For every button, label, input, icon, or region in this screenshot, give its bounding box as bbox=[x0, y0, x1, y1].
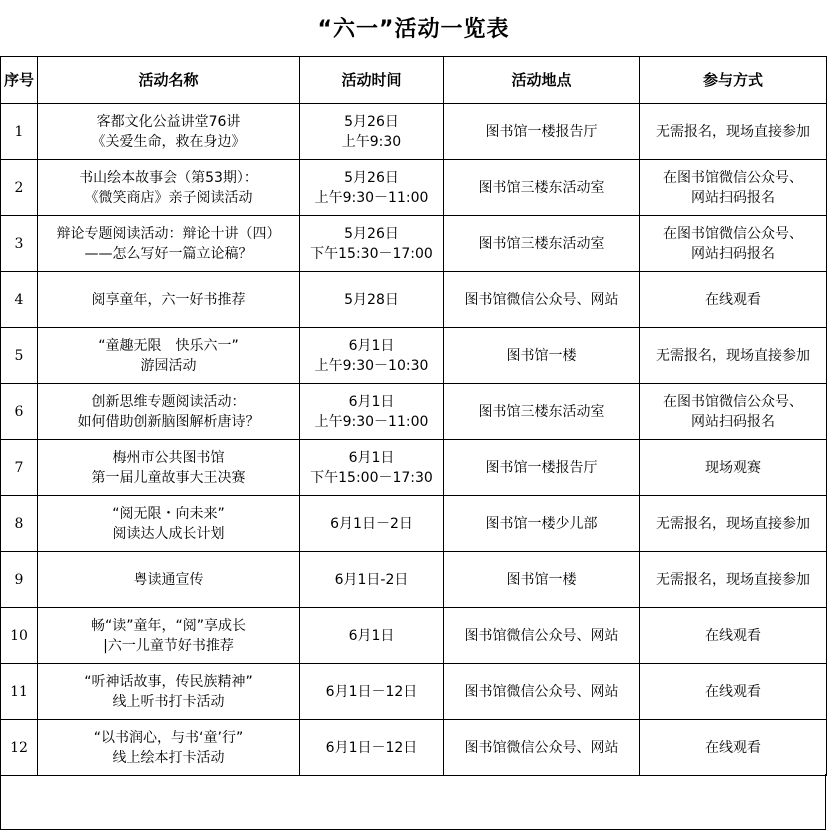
cell-place-line: 图书馆三楼东活动室 bbox=[478, 179, 605, 196]
cell-time bbox=[300, 720, 444, 776]
cell-name-line: 第一届儿童故事大王决赛 bbox=[91, 469, 246, 486]
cell-time-line: 6月1日 bbox=[348, 449, 395, 466]
cell-name bbox=[38, 328, 300, 384]
cell-time-line: 上午9:30－11:00 bbox=[314, 189, 429, 206]
cell-method-line: 现场观赛 bbox=[705, 459, 761, 476]
cell-time-line: 下午15:00－17:30 bbox=[310, 469, 433, 486]
cell-method bbox=[640, 216, 827, 272]
cell-name-line: 《微笑商店》亲子阅读活动 bbox=[84, 189, 253, 206]
table-row bbox=[1, 440, 827, 496]
table-row bbox=[1, 272, 827, 328]
cell-time-line: 6月1日－2日 bbox=[330, 515, 413, 532]
cell-name-line: “阅无限・向未来” bbox=[112, 505, 225, 522]
cell-seq: 9 bbox=[1, 552, 38, 608]
table-row bbox=[1, 104, 827, 160]
cell-time-line: 上午9:30 bbox=[341, 133, 402, 150]
cell-seq: 3 bbox=[1, 216, 38, 272]
table-row bbox=[1, 160, 827, 216]
cell-method-line: 无需报名，现场直接参加 bbox=[656, 571, 810, 588]
table-row bbox=[1, 552, 827, 608]
cell-method-line: 在图书馆微信公众号、 bbox=[663, 225, 803, 242]
cell-seq: 11 bbox=[1, 664, 38, 720]
cell-seq: 5 bbox=[1, 328, 38, 384]
cell-method bbox=[640, 720, 827, 776]
cell-time-line: 下午15:30－17:00 bbox=[310, 245, 433, 262]
cell-place bbox=[444, 384, 640, 440]
cell-method-line: 无需报名，现场直接参加 bbox=[656, 347, 810, 364]
cell-name-line: “童趣无限 快乐六一” bbox=[98, 337, 239, 354]
cell-method-line: 在线观看 bbox=[705, 683, 761, 700]
cell-name-line: |六一儿童节好书推荐 bbox=[103, 637, 234, 654]
cell-time bbox=[300, 216, 444, 272]
cell-place bbox=[444, 664, 640, 720]
cell-name bbox=[38, 496, 300, 552]
cell-time-line: 6月1日－12日 bbox=[325, 683, 418, 700]
cell-method-line: 网站扫码报名 bbox=[691, 189, 775, 206]
cell-name-line: “以书润心，与书‘童’行” bbox=[93, 729, 244, 746]
cell-method-line: 在图书馆微信公众号、 bbox=[663, 169, 803, 186]
cell-time bbox=[300, 272, 444, 328]
cell-place-line: 图书馆一楼少儿部 bbox=[485, 515, 598, 532]
table-row bbox=[1, 664, 827, 720]
cell-name bbox=[38, 160, 300, 216]
cell-seq: 8 bbox=[1, 496, 38, 552]
cell-name-line: 线上绘本打卡活动 bbox=[112, 749, 225, 766]
cell-place bbox=[444, 496, 640, 552]
cell-time-line: 5月28日 bbox=[344, 291, 399, 308]
cell-name bbox=[38, 216, 300, 272]
cell-method bbox=[640, 328, 827, 384]
cell-place bbox=[444, 720, 640, 776]
table-footer-space bbox=[0, 774, 826, 830]
cell-time-line: 6月1日 bbox=[348, 393, 395, 410]
cell-time bbox=[300, 440, 444, 496]
cell-method bbox=[640, 664, 827, 720]
cell-place-line: 图书馆一楼 bbox=[506, 347, 577, 364]
cell-method bbox=[640, 104, 827, 160]
cell-method bbox=[640, 384, 827, 440]
cell-place-line: 图书馆一楼报告厅 bbox=[485, 123, 598, 140]
table-row bbox=[1, 608, 827, 664]
cell-place-line: 图书馆微信公众号、网站 bbox=[464, 683, 619, 700]
header-seq: 序号 bbox=[1, 57, 38, 104]
cell-place-line: 图书馆微信公众号、网站 bbox=[464, 739, 619, 756]
cell-name bbox=[38, 384, 300, 440]
cell-method bbox=[640, 440, 827, 496]
cell-method-line: 在图书馆微信公众号、 bbox=[663, 393, 803, 410]
cell-method-line: 在线观看 bbox=[705, 739, 761, 756]
cell-place-line: 图书馆一楼 bbox=[506, 571, 577, 588]
cell-place-line: 图书馆三楼东活动室 bbox=[478, 235, 605, 252]
cell-seq: 2 bbox=[1, 160, 38, 216]
cell-seq: 1 bbox=[1, 104, 38, 160]
cell-time-line: 6月1日 bbox=[348, 627, 395, 644]
cell-name bbox=[38, 552, 300, 608]
cell-place-line: 图书馆微信公众号、网站 bbox=[464, 291, 619, 308]
cell-time bbox=[300, 384, 444, 440]
cell-method bbox=[640, 272, 827, 328]
cell-place bbox=[444, 328, 640, 384]
cell-name-line: 创新思维专题阅读活动： bbox=[91, 393, 246, 410]
cell-time-line: 5月26日 bbox=[344, 113, 399, 130]
cell-seq: 6 bbox=[1, 384, 38, 440]
cell-name-line: 《关爱生命，救在身边》 bbox=[91, 133, 246, 150]
cell-name-line: 如何借助创新脑图解析唐诗？ bbox=[77, 413, 260, 430]
cell-seq: 12 bbox=[1, 720, 38, 776]
cell-name-line: ——怎么写好一篇立论稿？ bbox=[84, 245, 253, 262]
cell-time bbox=[300, 104, 444, 160]
cell-time-line: 6月1日-2日 bbox=[334, 571, 409, 588]
cell-time-line: 上午9:30－10:30 bbox=[314, 357, 429, 374]
cell-time-line: 6月1日 bbox=[348, 337, 395, 354]
cell-place-line: 图书馆一楼报告厅 bbox=[485, 459, 598, 476]
cell-method-line: 无需报名，现场直接参加 bbox=[656, 123, 810, 140]
table-row bbox=[1, 216, 827, 272]
cell-name bbox=[38, 720, 300, 776]
cell-time-line: 5月26日 bbox=[344, 169, 399, 186]
cell-name-line: 辩论专题阅读活动：辩论十讲（四） bbox=[56, 225, 281, 242]
cell-place bbox=[444, 440, 640, 496]
cell-time bbox=[300, 608, 444, 664]
cell-method-line: 网站扫码报名 bbox=[691, 413, 775, 430]
cell-name-line: 畅“读”童年，“阅”享成长 bbox=[90, 617, 246, 634]
cell-place bbox=[444, 104, 640, 160]
page-title: “六一”活动一览表 bbox=[317, 17, 510, 42]
cell-seq: 4 bbox=[1, 272, 38, 328]
cell-name-line: 粤读通宣传 bbox=[133, 571, 204, 588]
cell-name-line: 梅州市公共图书馆 bbox=[112, 449, 225, 466]
cell-name-line: 书山绘本故事会（第53期）： bbox=[79, 169, 258, 186]
cell-place-line: 图书馆三楼东活动室 bbox=[478, 403, 605, 420]
cell-time-line: 上午9:30－11:00 bbox=[314, 413, 429, 430]
cell-place bbox=[444, 608, 640, 664]
cell-name bbox=[38, 104, 300, 160]
table-row bbox=[1, 496, 827, 552]
cell-seq: 10 bbox=[1, 608, 38, 664]
cell-time-line: 5月26日 bbox=[344, 225, 399, 242]
cell-method bbox=[640, 552, 827, 608]
cell-place bbox=[444, 552, 640, 608]
cell-time-line: 6月1日－12日 bbox=[325, 739, 418, 756]
header-place: 活动地点 bbox=[444, 57, 640, 104]
cell-method bbox=[640, 496, 827, 552]
cell-method-line: 在线观看 bbox=[705, 627, 761, 644]
cell-time bbox=[300, 496, 444, 552]
cell-name bbox=[38, 440, 300, 496]
table-row bbox=[1, 384, 827, 440]
cell-time bbox=[300, 552, 444, 608]
header-time: 活动时间 bbox=[300, 57, 444, 104]
cell-name-line: 线上听书打卡活动 bbox=[112, 693, 225, 710]
header-method: 参与方式 bbox=[640, 57, 827, 104]
cell-name-line: 游园活动 bbox=[140, 357, 197, 374]
cell-method-line: 在线观看 bbox=[705, 291, 761, 308]
activity-table bbox=[0, 56, 827, 776]
cell-place-line: 图书馆微信公众号、网站 bbox=[464, 627, 619, 644]
header-row bbox=[1, 57, 827, 104]
header-name: 活动名称 bbox=[38, 57, 300, 104]
cell-method-line: 网站扫码报名 bbox=[691, 245, 775, 262]
cell-name-line: 阅读达人成长计划 bbox=[112, 525, 225, 542]
cell-name-line: 客都文化公益讲堂76讲 bbox=[96, 113, 241, 130]
cell-name bbox=[38, 608, 300, 664]
cell-name-line: 阅享童年，六一好书推荐 bbox=[91, 291, 246, 308]
cell-time bbox=[300, 160, 444, 216]
cell-time bbox=[300, 328, 444, 384]
cell-place bbox=[444, 160, 640, 216]
cell-name-line: “听神话故事，传民族精神” bbox=[84, 673, 253, 690]
cell-method-line: 无需报名，现场直接参加 bbox=[656, 515, 810, 532]
cell-seq: 7 bbox=[1, 440, 38, 496]
cell-method bbox=[640, 608, 827, 664]
cell-time bbox=[300, 664, 444, 720]
cell-name bbox=[38, 664, 300, 720]
table-row bbox=[1, 720, 827, 776]
cell-method bbox=[640, 160, 827, 216]
cell-name bbox=[38, 272, 300, 328]
table-row bbox=[1, 328, 827, 384]
cell-place bbox=[444, 216, 640, 272]
cell-place bbox=[444, 272, 640, 328]
